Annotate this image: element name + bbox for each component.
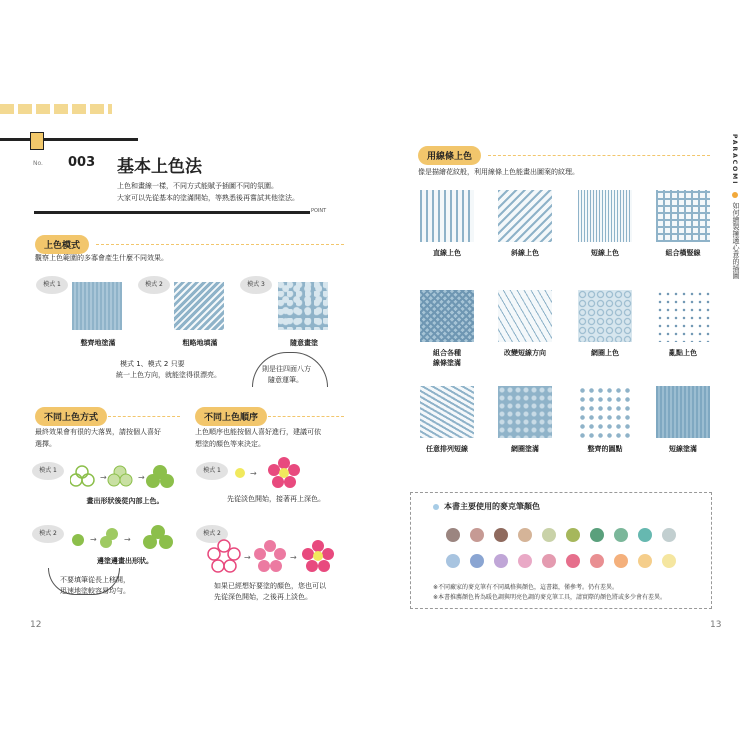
footnote-2: ※本書推薦顏色皆為暖色調與明亮色調的麥克筆工具，請實際的顏色將或多少會有差異。 bbox=[433, 594, 667, 601]
marker-color-swatch bbox=[566, 528, 580, 542]
line-pattern-swatch bbox=[420, 290, 474, 342]
section-pill-line-coloring: 用線條上色 bbox=[418, 146, 481, 165]
svg-text:→: → bbox=[244, 553, 251, 562]
caption-outline-then-fill: 畫出形狀後從內部上色。 bbox=[86, 497, 164, 505]
svg-text:→: → bbox=[100, 473, 107, 482]
bubble-pattern-1: 模式 1 bbox=[36, 276, 68, 294]
palette-title: 本書主要使用的麥克筆顏色 bbox=[444, 502, 540, 511]
line-pattern-swatch bbox=[498, 190, 552, 242]
note-method-b-line-2: 迅速地塗較容易均勻。 bbox=[60, 587, 130, 595]
intro-rule bbox=[34, 211, 310, 214]
intro-line-1: 上色和畫線一樣，不同方式能賦予插圖不同的氛圍。 bbox=[117, 182, 278, 190]
marker-color-swatch bbox=[566, 554, 580, 568]
line-pattern-swatch bbox=[498, 290, 552, 342]
swatch-random-fill bbox=[278, 282, 328, 330]
footnote-1: ※不同廠家的麥克筆有不同風格與顏色，這書籍，僅參考。仍有差異。 bbox=[433, 584, 619, 591]
marker-color-swatch bbox=[494, 528, 508, 542]
line-pattern-swatch bbox=[498, 386, 552, 438]
running-head: PARACOMI bbox=[731, 134, 738, 186]
line-pattern-caption: 整齊的圓點 bbox=[587, 445, 623, 453]
note-pattern-3-line-1: 則是往四面八方 bbox=[262, 365, 311, 373]
svg-text:→: → bbox=[290, 553, 297, 562]
note-pattern-3-line-2: 隨意運筆。 bbox=[268, 376, 303, 384]
section-divider bbox=[488, 155, 710, 156]
bubble-pattern-1: 模式 1 bbox=[196, 462, 228, 480]
line-pattern-caption: 短線塗滿 bbox=[669, 445, 697, 453]
clover-fill-sequence bbox=[70, 522, 180, 554]
bullet-icon bbox=[433, 504, 439, 510]
bubble-pattern-1: 模式 1 bbox=[32, 462, 64, 480]
section-number: 003 bbox=[68, 155, 96, 170]
marker-color-swatch bbox=[470, 528, 484, 542]
marker-color-swatch bbox=[614, 554, 628, 568]
marker-color-swatch bbox=[518, 528, 532, 542]
section-pill-coloring-modes: 上色模式 bbox=[35, 235, 89, 254]
bubble-pattern-2: 模式 2 bbox=[196, 525, 228, 543]
page-number-left: 12 bbox=[30, 620, 42, 630]
marker-color-swatch bbox=[638, 528, 652, 542]
header-rule bbox=[0, 138, 138, 141]
marker-color-swatch bbox=[638, 554, 652, 568]
line-pattern-caption: 網圈塗滿 bbox=[511, 445, 539, 453]
running-head-subtitle: 如何繪製擁適心意的插圖 bbox=[732, 202, 740, 279]
section-divider bbox=[96, 244, 344, 245]
bubble-pattern-2: 模式 2 bbox=[32, 525, 64, 543]
section-pill-methods: 不同上色方式 bbox=[35, 407, 107, 426]
svg-text:→: → bbox=[90, 535, 97, 544]
order-desc-1: 上色順序也能按個人喜好進行，建議可依 bbox=[195, 428, 321, 436]
bubble-pattern-2: 模式 2 bbox=[138, 276, 170, 294]
line-pattern-caption: 網圈上色 bbox=[591, 349, 619, 357]
section-divider bbox=[108, 416, 180, 417]
methods-desc-2: 選擇。 bbox=[35, 440, 56, 448]
caption-rough-fill: 粗略地填滿 bbox=[182, 339, 218, 347]
line-pattern-swatch bbox=[578, 290, 632, 342]
marker-color-swatch bbox=[446, 528, 460, 542]
marker-color-swatch bbox=[614, 528, 628, 542]
line-pattern-caption: 亂點上色 bbox=[669, 349, 697, 357]
line-pattern-caption: 組合各種 線條塗滿 bbox=[433, 349, 461, 367]
svg-text:→: → bbox=[124, 535, 131, 544]
marker-color-swatch bbox=[590, 528, 604, 542]
clover-outline-sequence bbox=[70, 462, 180, 492]
marker-color-swatch bbox=[542, 528, 556, 542]
intro-line-2: 大家可以先從基本的塗滿開始，等熟悉後再嘗試其他塗法。 bbox=[117, 194, 299, 202]
page-number-right: 13 bbox=[710, 620, 722, 630]
note-pattern-1-2-line-2: 統一上色方向，就能塗得很漂亮。 bbox=[116, 371, 221, 379]
caption-draw-while-filling: 邊塗邊畫出形狀。 bbox=[97, 557, 153, 565]
note-order-b-line-1: 如果已經想好要塗的顏色，您也可以 bbox=[214, 582, 326, 590]
svg-text:→: → bbox=[250, 469, 257, 478]
line-pattern-caption: 直線上色 bbox=[433, 249, 461, 257]
page-title: 基本上色法 bbox=[117, 157, 202, 177]
methods-desc-1: 最終效果會有很的大落異，請按個人喜好 bbox=[35, 428, 161, 436]
line-pattern-swatch bbox=[656, 290, 710, 342]
order-desc-2: 想塗的顏色等來決定。 bbox=[195, 440, 265, 448]
caption-even-fill: 整齊地塗滿 bbox=[80, 339, 116, 347]
bookmark-icon bbox=[30, 132, 44, 150]
section-desc: 觀察上色範圍的多寡會產生什麼不同效果。 bbox=[35, 254, 168, 262]
line-pattern-swatch bbox=[420, 386, 474, 438]
line-pattern-swatch bbox=[578, 190, 632, 242]
marker-color-swatch bbox=[470, 554, 484, 568]
swatch-even-fill bbox=[72, 282, 122, 330]
line-pattern-swatch bbox=[420, 190, 474, 242]
marker-color-swatch bbox=[446, 554, 460, 568]
section-divider bbox=[268, 416, 344, 417]
section-pill-order: 不同上色順序 bbox=[195, 407, 267, 426]
line-pattern-swatch bbox=[578, 386, 632, 438]
flower-dark-to-light-sequence bbox=[206, 538, 342, 578]
caption-random-fill: 隨意畫塗 bbox=[290, 339, 318, 347]
note-order-b-line-2: 先從深色開始，之後再上淡色。 bbox=[214, 593, 312, 601]
marker-color-swatch bbox=[494, 554, 508, 568]
note-method-b-line-1: 不要填筆從長上移開， bbox=[60, 576, 130, 584]
line-pattern-swatch bbox=[656, 190, 710, 242]
marker-color-swatch bbox=[542, 554, 556, 568]
line-pattern-swatch bbox=[656, 386, 710, 438]
flower-light-to-dark-sequence bbox=[232, 455, 312, 491]
line-pattern-caption: 斜線上色 bbox=[511, 249, 539, 257]
line-coloring-desc: 像是描繪花紋般，利用線條上色能畫出圖案的紋理。 bbox=[418, 168, 579, 176]
marker-color-swatch bbox=[518, 554, 532, 568]
dot-icon bbox=[732, 192, 738, 198]
line-pattern-caption: 改變短線方向 bbox=[504, 349, 546, 357]
marker-color-swatch bbox=[662, 554, 676, 568]
note-pattern-1-2-line-1: 模式 1、模式 2 只要 bbox=[120, 360, 185, 368]
svg-text:→: → bbox=[138, 473, 145, 482]
corner-label: POINT bbox=[311, 208, 327, 214]
no-label: No. bbox=[33, 160, 43, 167]
caption-light-then-dark: 先從淡色開始，接著再上深色。 bbox=[227, 495, 325, 503]
line-pattern-caption: 短線上色 bbox=[591, 249, 619, 257]
bubble-pattern-3: 模式 3 bbox=[240, 276, 272, 294]
line-pattern-caption: 組合橫豎線 bbox=[665, 249, 701, 257]
line-pattern-caption: 任意排列短線 bbox=[426, 445, 468, 453]
marker-color-swatch bbox=[590, 554, 604, 568]
swatch-rough-fill bbox=[174, 282, 224, 330]
washi-tape-decoration bbox=[0, 104, 112, 114]
marker-color-swatch bbox=[662, 528, 676, 542]
